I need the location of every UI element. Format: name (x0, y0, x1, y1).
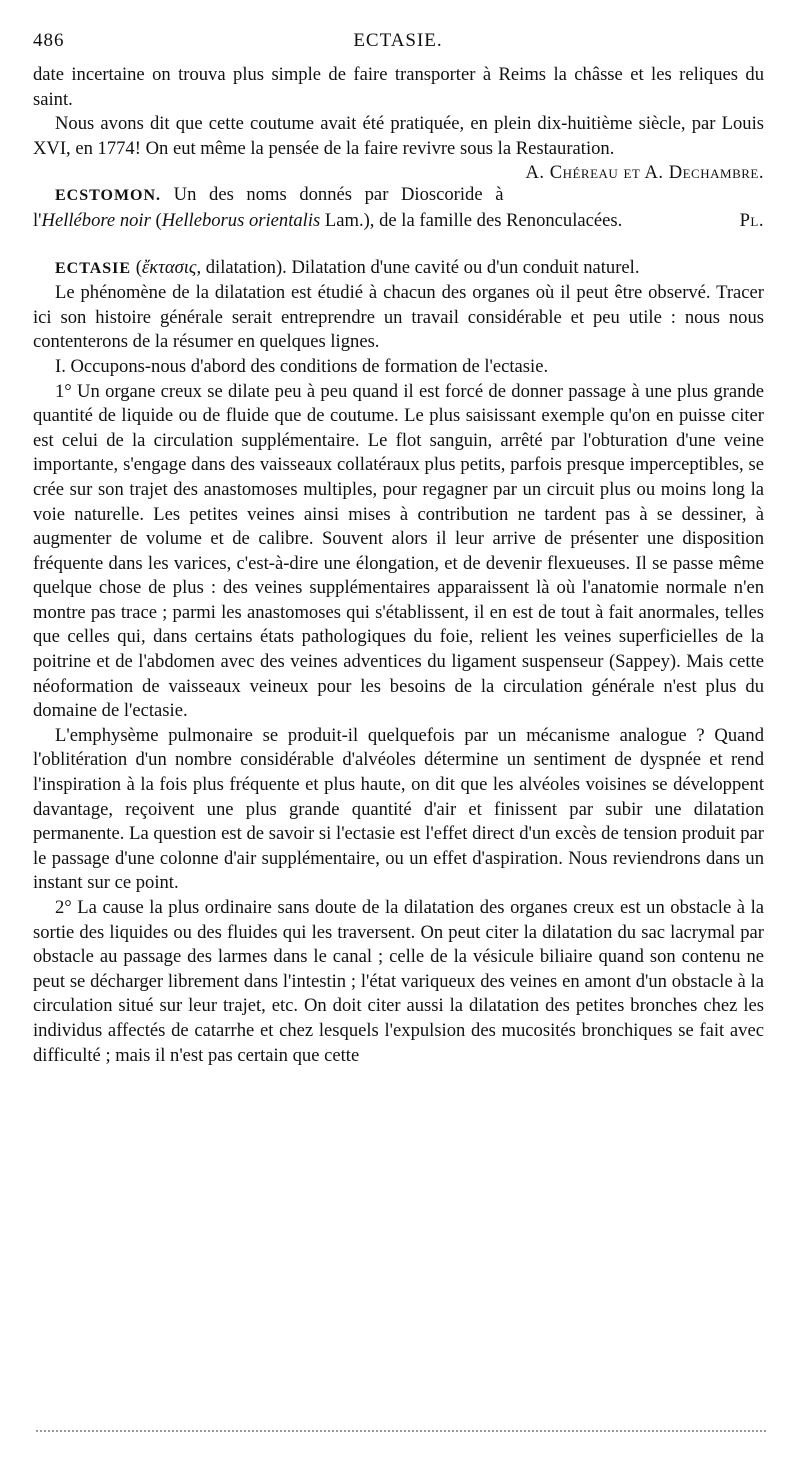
entry-ecstomon (33, 183, 764, 233)
paragraph-intro (33, 112, 764, 184)
ectasie-text-1: ( (131, 256, 142, 278)
paragraph-4: L'emphysème pulmonaire se produit-il quelquefois par un mécanisme analogue ? Quand l'oblitération d'un nombre considérable d'alvéoles détermine un sentiment de dyspnée et rend l'inspiration à la fois plus fréquente et plus haute, on dit que les alvéoles voisines se développent davantage, reçoivent une plus grande quantité d'air et finissent par subir une dilatation permanente. La question est de savoir si l'ectasie est l'effet direct d'un excès de tension produit par le passage d'une colonne d'air supplémentaire, ou un effet d'aspiration. Nous reviendrons dans un instant sur ce point. (33, 724, 764, 894)
spacer (33, 234, 764, 256)
text-body (33, 63, 764, 1068)
ecstomon-text-3: Lam.), de la famille des Renonculacées. (320, 209, 623, 231)
ectasie-text-2: , dilatation). Dilatation d'une cavité ou d'un conduit naturel. (196, 256, 640, 278)
paragraph-continued: date incertaine on trouva plus simple de faire transporter à Reims la châsse et les reliques du saint. (33, 64, 764, 110)
signature-pl: Pl. (739, 209, 764, 231)
paragraph-3: 1° Un organe creux se dilate peu à peu quand il est forcé de donner passage à une plus grande quantité de liquide ou de fluide que de coutume. Le plus saisissant exemple qu'on en puisse citer est celui de la circulation supplémentaire. Le flot sanguin, arrêté par l'obturation d'une veine importante, s'engage dans des vaisseaux collatéraux plus petits, parfois presque imperceptibles, se crée sur son trajet des anastomoses multiples, pour regagner par un circuit plus ou moins long la voie naturelle. Les petites veines ainsi mises à contribution ne tardent pas à se dessiner, à augmenter de volume et de calibre. Souvent alors il leur arrive de présenter une disposition fréquente dans les varices, c'est-à-dire une élongation, et de devenir flexueuses. Il se passe même quelque chose de plus : des veines supplémentaires apparaissent là où l'anatomie normale n'en montre pas trace ; parmi les anastomoses qui s'établissent, il en est de tout à fait anormales, telles que celles qui, dans certains états pathologiques du foie, relient les veines superficielles de la poitrine et de l'abdomen avec des veines adventices du ligament suspenseur (Sappey). Mais cette néoformation de vaisseaux veineux pour les besoins de la circulation générale n'est plus du domaine de l'ectasie. (33, 380, 764, 722)
paragraph-1: Le phénomène de la dilatation est étudié à chacun des organes où il peut être observé. Tracer ici son histoire générale serait entreprendre un travail considérable et peu utile : nous nous contenterons de la résumer en quelques lignes. (33, 282, 764, 353)
paragraph-intro-text: Nous avons dit que cette coutume avait été pratiquée, en plein dix-huitième siècle, par Louis XVI, en 1774! On eut même la pensée de la faire revivre sous la Restauration. (33, 113, 764, 159)
ecstomon-text-2: ( (150, 209, 162, 231)
footer-rule (36, 1430, 766, 1432)
paragraph-2: I. Occupons-nous d'abord des conditions de formation de l'ectasie. (55, 355, 549, 377)
headword-ecstomon: ECSTOMON. (55, 187, 162, 205)
ecstomon-text-1: Un des noms donnés par Dioscoride à l' (33, 184, 504, 231)
ecstomon-italic-2: Helleborus orientalis (161, 209, 321, 231)
entry-ectasie (33, 256, 764, 282)
headword-ectasie: ECTASIE (55, 259, 132, 277)
running-title: ECTASIE. (353, 30, 443, 51)
signature-authors: A. Chéreau et A. Dechambre. (525, 162, 764, 184)
ectasie-greek: ἔκτασις (141, 256, 197, 278)
ecstomon-italic-1: Hellébore noir (41, 209, 151, 231)
page-number: 486 (33, 30, 65, 51)
paragraph-5: 2° La cause la plus ordinaire sans doute de la dilatation des organes creux est un obstacle à la sortie des liquides ou des fluides qui les traversent. On peut citer la dilatation du sac lacrymal par obstacle au passage des larmes dans le canal ; celle de la vésicule biliaire quand son contenu ne peut se décharger librement dans l'intestin ; l'état variqueux des veines en amont d'un obstacle à la circulation situé sur leur trajet, etc. On doit citer aussi la dilatation des petites bronches chez les individus affectés de catarrhe et chez lesquels l'expulsion des mucosités bronchiques se fait avec difficulté ; mais il n'est pas certain que cette (33, 897, 764, 1066)
running-header (33, 30, 763, 60)
